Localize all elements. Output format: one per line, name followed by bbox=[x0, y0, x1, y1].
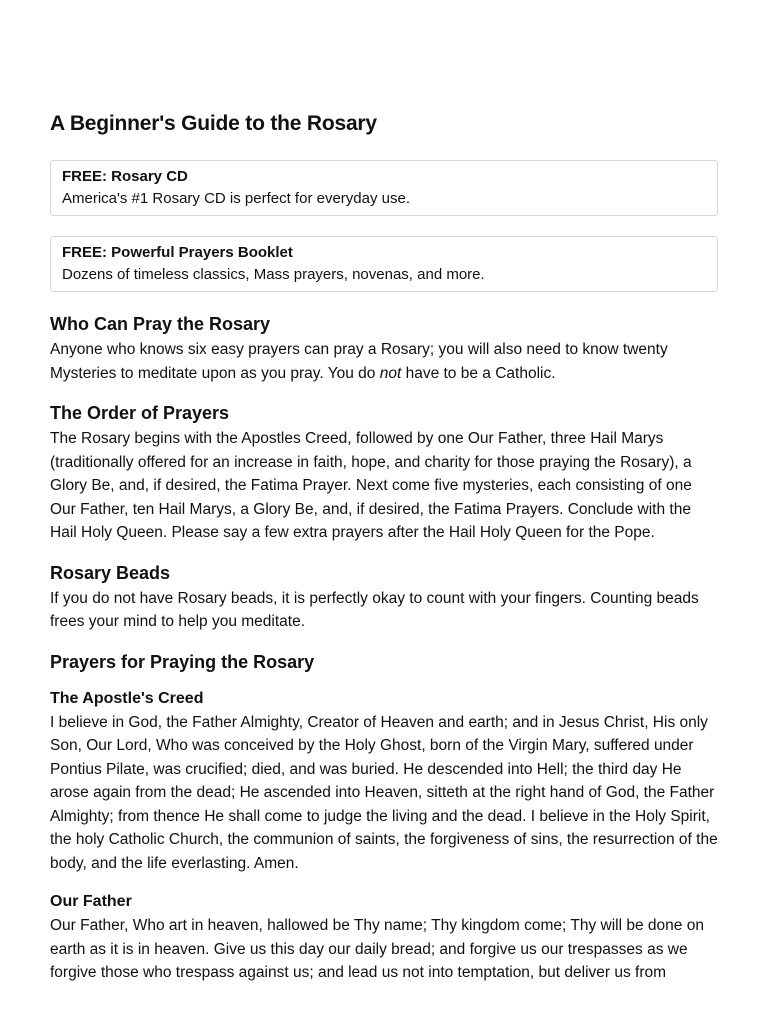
promo-title: FREE: Rosary CD bbox=[62, 168, 188, 185]
prayer-apostles-creed bbox=[50, 688, 718, 876]
text-part: have to be a Catholic. bbox=[401, 364, 556, 382]
section-heading: Who Can Pray the Rosary bbox=[50, 314, 271, 334]
section-text: The Rosary begins with the Apostles Creed, followed by one Our Father, three Hail Marys (traditionally offered for an increase in faith, hope, and charity for those praying the Rosary), a Glory Be, and, if desired, the Fatima Prayer. Next come five mysteries, each consisting of one Our Father, ten Hail Marys, a Glory Be, and, if desired, the Fatima Prayers. Conclude with the Hail Holy Queen. Please say a few extra prayers after the Hail Holy Queen for the Pope. bbox=[50, 430, 692, 541]
section-heading: Rosary Beads bbox=[50, 562, 171, 583]
section-text: If you do not have Rosary beads, it is perfectly okay to count with your fingers. Counting beads frees your mind to help you meditate. bbox=[50, 589, 699, 630]
prayer-text: Our Father, Who art in heaven, hallowed be Thy name; Thy kingdom come; Thy will be done on earth as it is in heaven. Give us this day our daily bread; and forgive us our trespasses as we forgive those who trespass against us; and lead us not into temptation, but deliver us from bbox=[50, 917, 704, 981]
emphasis-text: not bbox=[379, 364, 402, 382]
section-text bbox=[50, 338, 718, 385]
section-who-can-pray bbox=[50, 312, 718, 385]
promo-prayers-booklet[interactable] bbox=[50, 236, 718, 292]
promo-rosary-cd[interactable] bbox=[50, 160, 718, 216]
prayer-title: Our Father bbox=[50, 893, 132, 910]
promo-text: Dozens of timeless classics, Mass prayers, novenas, and more. bbox=[62, 266, 485, 283]
section-order-of-prayers bbox=[50, 401, 718, 545]
text-part: Anyone who knows six easy prayers can pray a Rosary; you will also need to know twenty Mysteries to meditate upon as you pray. You do bbox=[50, 341, 668, 382]
promo-text: America's #1 Rosary CD is perfect for everyday use. bbox=[62, 190, 410, 207]
prayer-our-father bbox=[50, 891, 718, 985]
section-rosary-beads bbox=[50, 561, 718, 634]
prayer-text: I believe in God, the Father Almighty, Creator of Heaven and earth; and in Jesus Christ, His only Son, Our Lord, Who was conceived by the Holy Ghost, born of the Virgin Mary, suffered under Pontius Pilate, was crucified; died, and was buried. He descended into Hell; the third day He arose again from the dead; He ascended into Heaven, sitteth at the right hand of God, the Father Almighty; from thence He shall come to judge the living and the dead. I believe in the Holy Spirit, the holy Catholic Church, the communion of saints, the forgiveness of sins, the resurrection of the body, and the life everlasting. Amen. bbox=[50, 713, 718, 872]
section-heading: Prayers for Praying the Rosary bbox=[50, 651, 315, 672]
promo-title: FREE: Powerful Prayers Booklet bbox=[62, 244, 293, 261]
section-heading: The Order of Prayers bbox=[50, 403, 230, 423]
prayer-title: The Apostle's Creed bbox=[50, 689, 204, 707]
page-title: A Beginner's Guide to the Rosary bbox=[50, 112, 377, 135]
section-prayers bbox=[50, 650, 718, 985]
